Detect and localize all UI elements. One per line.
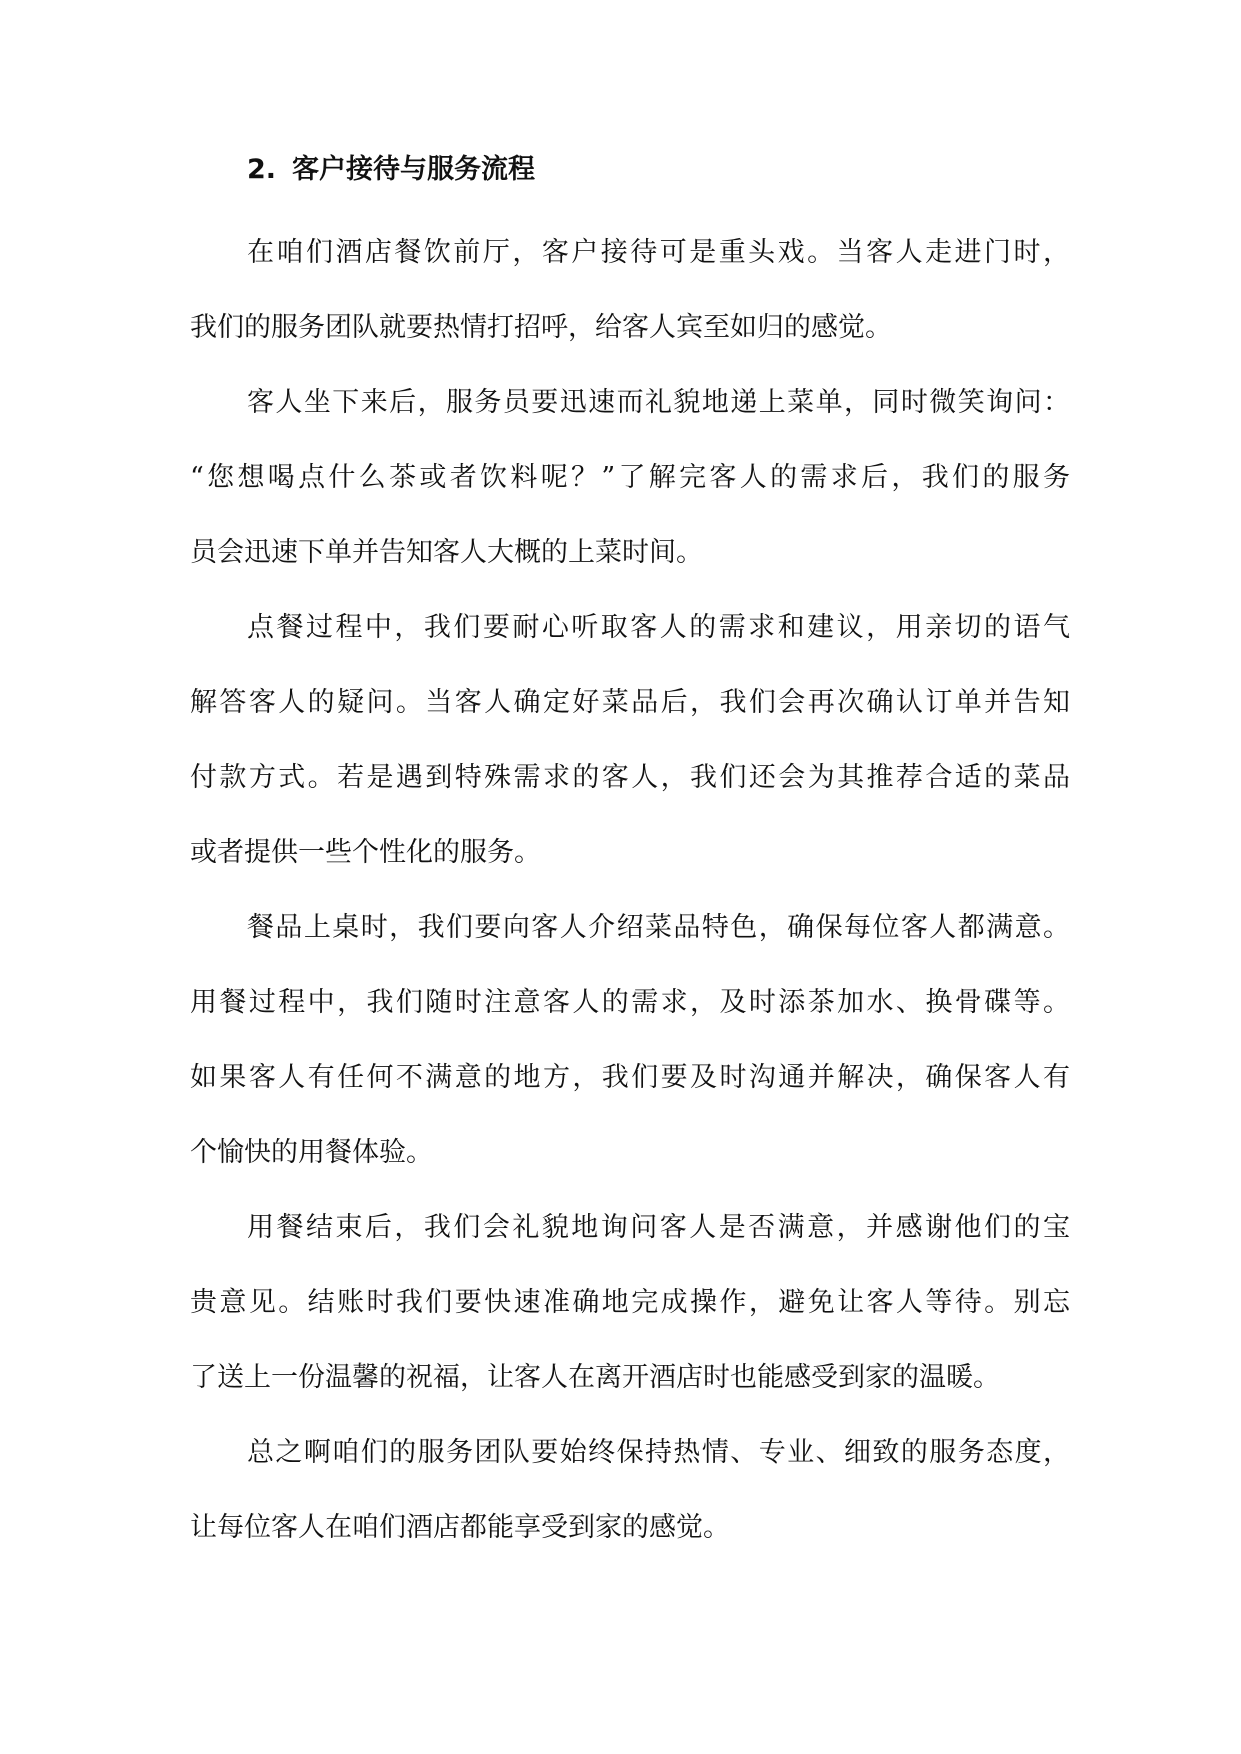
paragraph-line: 总之啊咱们的服务团队要始终保持热情、专业、细致的服务态度， bbox=[247, 1437, 1070, 1468]
section-heading bbox=[190, 140, 1070, 200]
paragraph-line: 或者提供一些个性化的服务。 bbox=[190, 837, 541, 868]
paragraph-line: 客人坐下来后，服务员要迅速而礼貌地递上菜单，同时微笑询问： bbox=[247, 387, 1070, 418]
paragraph-line: 个愉快的用餐体验。 bbox=[190, 1137, 433, 1168]
paragraph-line: 如果客人有任何不满意的地方，我们要及时沟通并解决，确保客人有 bbox=[190, 1062, 1070, 1093]
paragraph-line: 用餐结束后，我们会礼貌地询问客人是否满意，并感谢他们的宝 bbox=[247, 1212, 1070, 1243]
paragraph-line: 贵意见。结账时我们要快速准确地完成操作，避免让客人等待。别忘 bbox=[190, 1287, 1070, 1318]
section-number: 2. bbox=[247, 154, 277, 185]
paragraph-line: 餐品上桌时，我们要向客人介绍菜品特色，确保每位客人都满意。 bbox=[247, 912, 1070, 943]
paragraph-seating bbox=[190, 365, 1070, 590]
paragraph-greeting bbox=[190, 215, 1070, 365]
paragraph-line: 用餐过程中，我们随时注意客人的需求，及时添茶加水、换骨碟等。 bbox=[190, 987, 1070, 1018]
document-body bbox=[190, 140, 1070, 1565]
paragraph-line: 在咱们酒店餐饮前厅，客户接待可是重头戏。当客人走进门时， bbox=[247, 237, 1070, 268]
paragraph-line: 点餐过程中，我们要耐心听取客人的需求和建议，用亲切的语气 bbox=[247, 612, 1070, 643]
paragraph-line: 了送上一份温馨的祝福，让客人在离开酒店时也能感受到家的温暖。 bbox=[190, 1362, 1000, 1393]
paragraph-line: 员会迅速下单并告知客人大概的上菜时间。 bbox=[190, 537, 703, 568]
section-title: 客户接待与服务流程 bbox=[292, 154, 536, 185]
paragraph-line: 解答客人的疑问。当客人确定好菜品后，我们会再次确认订单并告知 bbox=[190, 687, 1070, 718]
paragraph-serving bbox=[190, 890, 1070, 1190]
paragraph-line: 付款方式。若是遇到特殊需求的客人，我们还会为其推荐合适的菜品 bbox=[190, 762, 1070, 793]
paragraph-line: 我们的服务团队就要热情打招呼，给客人宾至如归的感觉。 bbox=[190, 312, 892, 343]
paragraph-line: “您想喝点什么茶或者饮料呢？”了解完客人的需求后，我们的服务 bbox=[190, 462, 1070, 493]
paragraph-summary bbox=[190, 1415, 1070, 1565]
paragraph-ordering bbox=[190, 590, 1070, 890]
paragraph-checkout bbox=[190, 1190, 1070, 1415]
paragraph-line: 让每位客人在咱们酒店都能享受到家的感觉。 bbox=[190, 1512, 730, 1543]
